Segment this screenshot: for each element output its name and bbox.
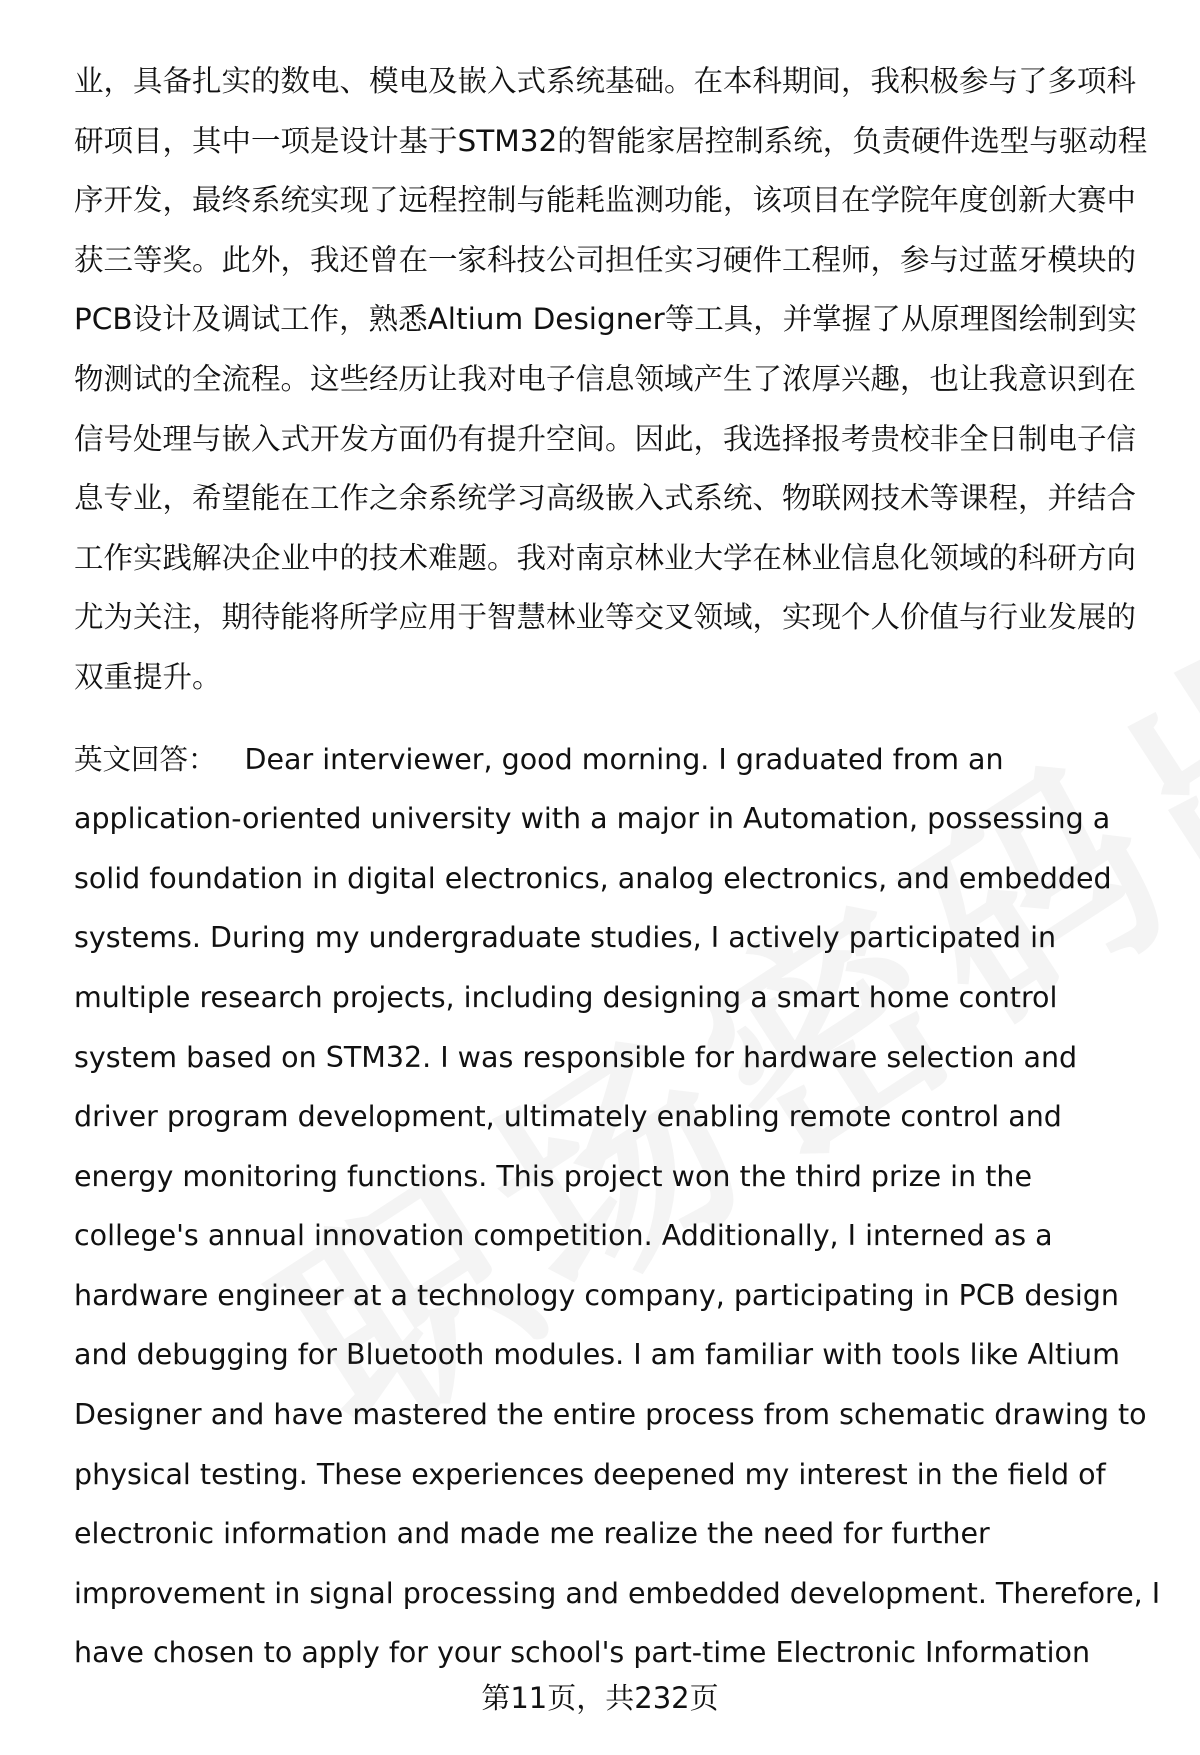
text-line: improvement in signal processing and embedded development. Therefore, I: [74, 1576, 1161, 1610]
text-line: 序开发，最终系统实现了远程控制与能耗监测功能，该项目在学院年度创新大赛中: [74, 183, 1137, 218]
text-line: physical testing. These experiences deepened my interest in the field of: [74, 1457, 1106, 1491]
text-line: energy monitoring functions. This project won the third prize in the: [74, 1159, 1032, 1193]
text-line: 息专业，希望能在工作之余系统学习高级嵌入式系统、物联网技术等课程，并结合: [74, 481, 1137, 516]
text-line: application-oriented university with a major in Automation, possessing a: [74, 802, 1111, 836]
english-answer-label: 英文回答：: [74, 742, 217, 776]
text-line: hardware engineer at a technology company, participating in PCB design: [74, 1278, 1119, 1312]
text-line-content: Dear interviewer, good morning. I graduated from an: [244, 742, 1004, 776]
text-line: PCB设计及调试工作，熟悉Altium Designer等工具，并掌握了从原理图绘制到实: [74, 302, 1137, 337]
page-number-footer: 第11页，共232页: [481, 1681, 719, 1715]
text-line-first: [74, 730, 1174, 790]
text-line: 研项目，其中一项是设计基于STM32的智能家居控制系统，负责硬件选型与驱动程: [74, 123, 1148, 158]
text-line: solid foundation in digital electronics, analog electronics, and embedded: [74, 861, 1112, 895]
text-line: 工作实践解决企业中的技术难题。我对南京林业大学在林业信息化领域的科研方向: [74, 540, 1137, 575]
english-answer-paragraph: [74, 730, 1174, 1684]
document-body: [74, 52, 1174, 1683]
text-line: 业，具备扎实的数电、模电及嵌入式系统基础。在本科期间，我积极参与了多项科: [74, 64, 1137, 98]
text-line: 信号处理与嵌入式开发方面仍有提升空间。因此，我选择报考贵校非全日制电子信: [74, 421, 1137, 456]
text-line: electronic information and made me realize the need for further: [74, 1517, 990, 1551]
text-line: system based on STM32. I was responsible for hardware selection and: [74, 1040, 1078, 1074]
chinese-answer-paragraph: [74, 52, 1174, 708]
text-line: 尤为关注，期待能将所学应用于智慧林业等交叉领域，实现个人价值与行业发展的: [74, 600, 1137, 635]
text-line: 双重提升。: [74, 659, 222, 694]
text-line: multiple research projects, including designing a smart home control: [74, 980, 1058, 1014]
text-line: Designer and have mastered the entire process from schematic drawing to: [74, 1398, 1147, 1432]
text-line: driver program development, ultimately enabling remote control and: [74, 1100, 1062, 1134]
text-line: and debugging for Bluetooth modules. I am familiar with tools like Altium: [74, 1338, 1120, 1372]
text-line: 获三等奖。此外，我还曾在一家科技公司担任实习硬件工程师，参与过蓝牙模块的: [74, 242, 1137, 277]
text-line: college's annual innovation competition. Additionally, I interned as a: [74, 1219, 1053, 1253]
text-line: 物测试的全流程。这些经历让我对电子信息领域产生了浓厚兴趣，也让我意识到在: [74, 361, 1137, 396]
text-line: have chosen to apply for your school's part-time Electronic Information: [74, 1636, 1091, 1670]
text-line: systems. During my undergraduate studies, I actively participated in: [74, 921, 1057, 955]
